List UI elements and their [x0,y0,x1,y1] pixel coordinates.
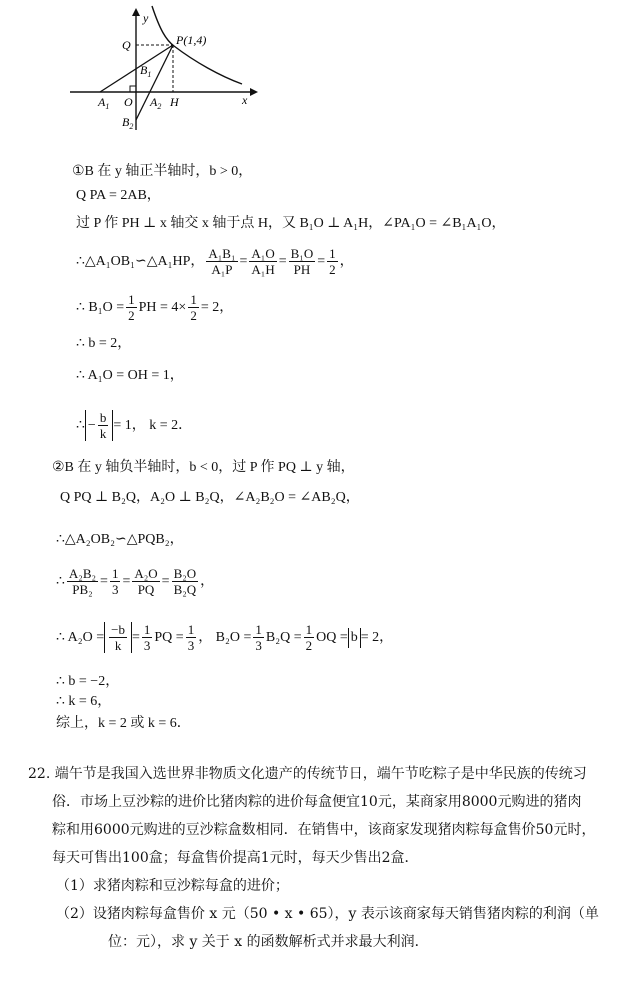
label-y: y [143,11,149,25]
case2-a2o-line: ∴ A₂O = $\frac{-b}{k}$ = $\frac{1}{3}$ PQ = $\frac{1}{3}$ ， B₂O = $\frac{1}{3}$ B₂Q = $\frac{1}{2}$ OQ = b = 2， [56,622,394,653]
frac-third-a: $\frac{1}{3}$ [143,622,151,653]
frac-one-three: $\frac{1}{3}$ [111,566,119,597]
problem22-line1: 22. 端午节是我国入选世界非物质文化遗产的传统节日，端午节吃粽子是中华民族的传统习 [28,766,587,782]
frac-half-a: $\frac{1}{2}$ [128,292,135,323]
frac-a2b2-pb2: $\frac{\text{A₂B₂}}{\text{PB₂}}$ [68,566,97,597]
case1-b: ∴ b = 2， [76,336,132,351]
case1-b1o-line: ∴ B₁O = $\frac{1}{2}$ PH = 4× $\frac{1}{2}$ = 2， [76,292,234,323]
case1-similar: ∴△A₁OB₁∽△A₁HP， [76,253,205,269]
frac-a2o-pq: $\frac{\text{A₂O}}{PQ}$ [134,566,158,597]
case2-intro: ②B 在 y 轴负半轴时，b < 0，过 P 作 PQ ⊥ y 轴， [52,460,355,475]
abs-neg-b: $\frac{-b}{k}$ [104,622,132,653]
frac-one-two: $\frac{1}{2}$ [329,246,336,277]
case1-intro: ①B 在 y 轴正半轴时，b > 0， [72,164,253,179]
conclusion: 综上，k = 2 或 k = 6． [56,716,191,731]
frac-third-b: $\frac{1}{3}$ [187,622,195,653]
case1-a1o: ∴ A₁O = OH = 1， [76,368,184,383]
label-b2: $B_2$ [122,115,134,131]
label-q: Q [122,38,131,52]
problem22-line2: 俗．市场上豆沙粽的进价比猪肉粽的进价每盒便宜10元，某商家用8000元购进的猪肉 [52,794,582,810]
abs-b: b [348,628,361,648]
case1-construct: 过 P 作 PH ⊥ x 轴交 x 轴于点 H，又 B₁O ⊥ A₁H，∠PA₁O = ∠B₁A₁O， [76,216,506,231]
frac-b2o-b2q: $\frac{\text{B₂O}}{\text{B₂Q}}$ [173,566,197,597]
label-b1: $B_1$ [140,63,152,79]
case2-ratio-line: ∴ $\frac{\text{A₂B₂}}{\text{PB₂}}$ = $\frac{1}{3}$ = $\frac{\text{A₂O}}{PQ}$ = $\frac{\text{B₂O}}{\text{B₂Q}}$ ， [56,566,215,597]
case1-given: Q PA = 2AB， [76,188,161,203]
case2-similar: ∴△A₂OB₂∽△PQB₂， [56,532,184,547]
frac-b1o-ph: $\frac{\text{B₁O}}{PH}$ [290,246,314,277]
label-p: P(1,4) [176,33,207,47]
problem-number: 22. [28,766,51,782]
problem22-q1: （1）求猪肉粽和豆沙粽每盒的进价； [56,878,289,894]
x-axis-arrow [250,88,258,96]
problem22-line3: 粽和用6000元购进的豆沙粽盒数相同．在销售中，该商家发现猪肉粽每盒售价50元时， [52,822,596,838]
abs-neg-b-over-k: − $\frac{b}{k}$ [85,410,113,441]
label-h: H [170,95,179,109]
label-o: O [124,95,133,109]
case2-given: Q PQ ⊥ B₂Q，A₂O ⊥ B₂Q，∠A₂B₂O = ∠AB₂Q， [60,490,360,505]
label-x: x [242,93,248,107]
right-angle-mark [130,86,136,92]
coordinate-graph [60,0,320,150]
case1-k-line: ∴ − $\frac{b}{k}$ = 1， k = 2． [76,410,193,441]
problem22-q2-line2: 位：元），求 y 关于 x 的函数解析式并求最大利润． [108,934,429,950]
y-axis-arrow [132,8,140,16]
case2-b: ∴ b = −2， [56,674,120,689]
label-a1: $A_1$ [98,95,110,111]
frac-half-c: $\frac{1}{2}$ [305,622,313,653]
label-a2: $A_2$ [150,95,162,111]
frac-third-c: $\frac{1}{3}$ [255,622,262,653]
frac-a1o-a1h: $\frac{\text{A₁O}}{\text{A₁H}}$ [251,246,275,277]
case1-similar-line: ∴△A₁OB₁∽△A₁HP， $\frac{\text{A₁B₁}}{\text{A₁P}}$ = $\frac{\text{A₁O}}{\text{A₁H}}$ = $\frac{\text{B₁O}}{PH}$ = $\frac{1}{2}$ ， [76,246,354,277]
frac-a1b1-a1p: $\frac{\text{A₁B₁}}{\text{A₁P}}$ [208,246,236,277]
problem22-q2-line1: （2）设猪肉粽每盒售价 x 元（50 • x • 65），y 表示该商家每天销售猪肉粽的利润（单 [56,906,599,922]
case2-k: ∴ k = 6， [56,694,112,709]
frac-half-b: $\frac{1}{2}$ [190,292,197,323]
problem22-line4: 每天可售出100盒；每盒售价提高1元时，每天少售出2盒． [52,850,419,866]
